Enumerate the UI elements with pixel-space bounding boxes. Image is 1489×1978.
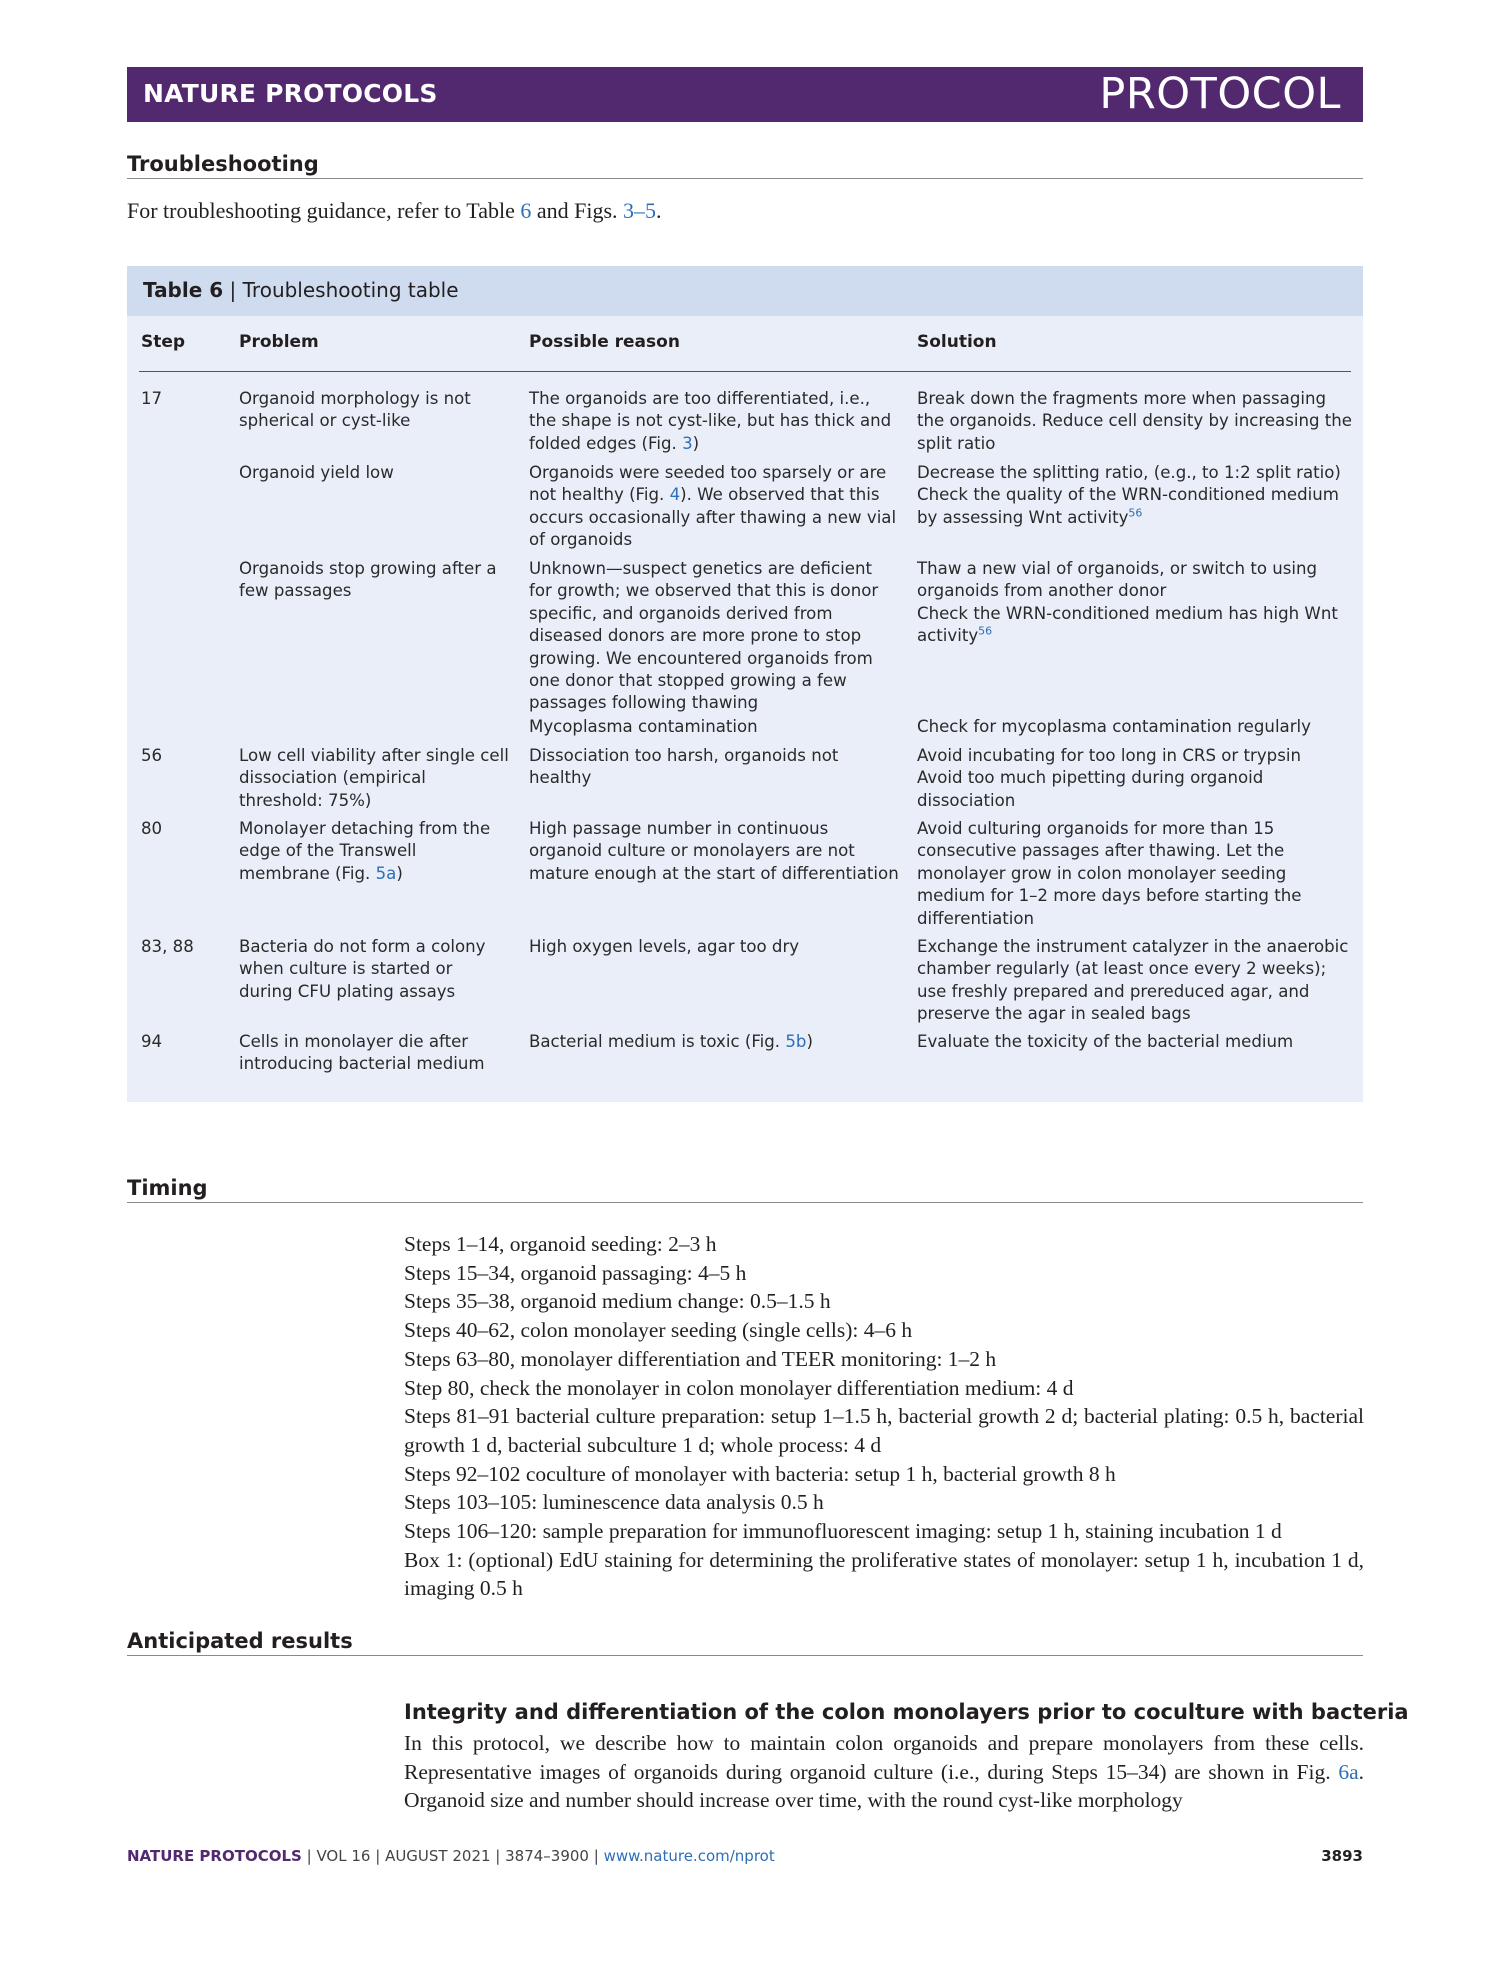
journal-name: NATURE PROTOCOLS	[143, 79, 438, 108]
article-type: PROTOCOL	[1099, 69, 1341, 119]
timing-list	[404, 1230, 1364, 1603]
table-cell-problem: Low cell viability after single cell dissociation (empirical threshold: 75%)	[239, 746, 509, 810]
fig-6a-link[interactable]: 6a	[1338, 1759, 1359, 1784]
table-cell-solution: Check for mycoplasma contamination regularly	[917, 717, 1311, 736]
table-cell-solution: Thaw a new vial of organoids, or switch to using organoids from another donor Check the WRN-conditioned medium has high Wnt activity$^{56}$	[917, 559, 1338, 646]
table-cell-reason: High passage number in continuous organoid culture or monolayers are not mature enough at the start of differentiation	[529, 819, 899, 883]
table-cell-solution: Avoid incubating for too long in CRS or trypsin Avoid too much pipetting during organoid dissociation	[917, 746, 1301, 810]
column-header-reason: Possible reason	[529, 332, 680, 352]
timing-item: Steps 103–105: luminescence data analysis 0.5 h	[404, 1490, 824, 1515]
fig-3-link[interactable]: 3	[682, 433, 693, 453]
table-cell-reason: Bacterial medium is toxic (Fig. 5b)	[529, 1032, 813, 1051]
reference-56-link[interactable]: 56	[1128, 506, 1143, 520]
timing-item: Steps 92–102 coculture of monolayer with bacteria: setup 1 h, bacterial growth 8 h	[404, 1461, 1116, 1486]
timing-item: Steps 106–120: sample preparation for immunofluorescent imaging: setup 1 h, staining incubation 1 d	[404, 1519, 1282, 1544]
table-6-link[interactable]: 6	[520, 198, 532, 223]
footer-volume: VOL 16	[316, 1847, 371, 1865]
table-cell-step: 94	[141, 1032, 163, 1051]
footer-url-link[interactable]: www.nature.com/nprot	[603, 1847, 775, 1865]
column-header-problem: Problem	[239, 332, 319, 352]
table-cell-reason: Organoids were seeded too sparsely or are not healthy (Fig. 4). We observed that this occurs occasionally after thawing a new vial of organoids	[529, 463, 897, 550]
subheading-monolayer-integrity: Integrity and differentiation of the colon monolayers prior to coculture with bacteria	[404, 1700, 1409, 1724]
table-cell-step: 83, 88	[141, 937, 194, 956]
section-title-anticipated-results: Anticipated results	[127, 1629, 1363, 1656]
table-cell-reason: Mycoplasma contamination	[529, 717, 758, 736]
fig-5a-link[interactable]: 5a	[375, 863, 397, 883]
footer-date: AUGUST 2021	[385, 1847, 491, 1865]
table-cell-problem: Cells in monolayer die after introducing bacterial medium	[239, 1032, 485, 1074]
table-cell-reason: High oxygen levels, agar too dry	[529, 937, 800, 956]
section-title-timing: Timing	[127, 1176, 1363, 1203]
table-cell-reason: The organoids are too differentiated, i.e., the shape is not cyst-like, but has thick and folded edges (Fig. 3)	[529, 389, 892, 453]
header-rule	[139, 371, 1351, 372]
table-cell-reason: Dissociation too harsh, organoids not healthy	[529, 746, 839, 788]
table-cell-solution: Evaluate the toxicity of the bacterial medium	[917, 1032, 1294, 1051]
table-cell-reason: Unknown—suspect genetics are deficient for growth; we observed that this is donor specific, and organoids derived from diseased donors are more prone to stop growing. We encountered organoids from one donor that stopped growing a few passages following thawing	[529, 559, 879, 713]
troubleshooting-table	[127, 266, 1363, 1102]
table-cell-solution: Exchange the instrument catalyzer in the anaerobic chamber regularly (at least once every 2 weeks); use freshly prepared and prereduced agar, and preserve the agar in sealed bags	[917, 937, 1349, 1024]
column-header-step: Step	[141, 332, 186, 352]
table-cell-problem: Bacteria do not form a colony when culture is started or during CFU plating assays	[239, 937, 486, 1001]
table-cell-solution: Avoid culturing organoids for more than 15 consecutive passages after thawing. Let the monolayer grow in colon monolayer seeding medium for 1–2 more days before starting the differentiation	[917, 819, 1302, 928]
table-cell-problem: Organoid yield low	[239, 463, 394, 482]
troubleshooting-intro: For troubleshooting guidance, refer to Table 6 and Figs. 3–5.	[127, 198, 662, 223]
table-cell-step: 56	[141, 746, 163, 765]
table-cell-step: 17	[141, 389, 163, 408]
table-cell-problem: Organoids stop growing after a few passages	[239, 559, 497, 601]
timing-item: Steps 81–91 bacterial culture preparation: setup 1–1.5 h, bacterial growth 2 d; bacterial plating: 0.5 h, bacterial growth 1 d, bacterial subculture 1 d; whole process: 4 d	[404, 1404, 1364, 1457]
footer-journal: NATURE PROTOCOLS	[127, 1847, 302, 1865]
timing-item: Steps 35–38, organoid medium change: 0.5–1.5 h	[404, 1289, 831, 1314]
column-header-solution: Solution	[917, 332, 997, 352]
journal-header-bar	[127, 67, 1363, 122]
table-cell-step: 80	[141, 819, 163, 838]
anticipated-paragraph: In this protocol, we describe how to maintain colon organoids and prepare monolayers from these cells. Representative images of organoids during organoid culture (i.e., during Steps 15–34) are shown in Fig. 6a. Organoid size and number should increase over time, with the round cyst-like morphology	[404, 1731, 1364, 1813]
timing-item: Step 80, check the monolayer in colon monolayer differentiation medium: 4 d	[404, 1375, 1074, 1400]
table-cell-problem: Organoid morphology is not spherical or cyst-like	[239, 389, 471, 431]
footer-pages: 3874–3900	[505, 1847, 589, 1865]
table-cell-solution: Break down the fragments more when passaging the organoids. Reduce cell density by increasing the split ratio	[917, 389, 1353, 453]
table-cell-solution: Decrease the splitting ratio, (e.g., to 1:2 split ratio) Check the quality of the WRN-conditioned medium by assessing Wnt activity$^{56}$	[917, 463, 1341, 527]
fig-5b-link[interactable]: 5b	[785, 1032, 807, 1051]
page-number: 3893	[1321, 1847, 1363, 1865]
timing-item: Steps 63–80, monolayer differentiation and TEER monitoring: 1–2 h	[404, 1346, 997, 1371]
page-footer: NATURE PROTOCOLS | VOL 16 | AUGUST 2021 | 3874–3900 | www.nature.com/nprot 3893	[127, 1847, 1363, 1865]
table-cell-problem: Monolayer detaching from the edge of the Transwell membrane (Fig. 5a)	[239, 819, 491, 883]
table-caption: Table 6 | Troubleshooting table	[127, 266, 1363, 316]
section-title-troubleshooting: Troubleshooting	[127, 152, 1363, 179]
fig-4-link[interactable]: 4	[669, 485, 681, 505]
timing-item: Steps 15–34, organoid passaging: 4–5 h	[404, 1260, 747, 1285]
reference-56-link[interactable]: 56	[978, 624, 993, 638]
figs-3-5-link[interactable]: 3–5	[623, 198, 657, 223]
timing-item: Steps 1–14, organoid seeding: 2–3 h	[404, 1232, 717, 1256]
timing-item: Steps 40–62, colon monolayer seeding (single cells): 4–6 h	[404, 1318, 913, 1343]
timing-item: Box 1: (optional) EdU staining for determining the proliferative states of monolayer: setup 1 h, incubation 1 d, imaging 0.5 h	[404, 1547, 1364, 1601]
